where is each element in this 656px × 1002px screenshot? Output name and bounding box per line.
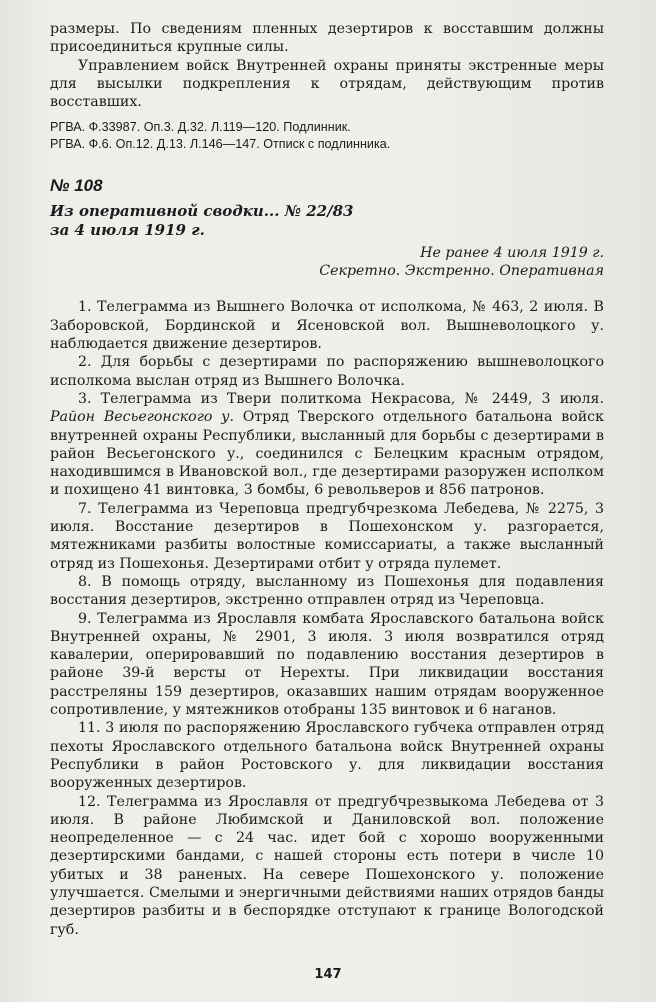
document-title-date: за 4 июля 1919 г.	[50, 221, 205, 240]
archive-references	[50, 119, 604, 152]
item-2: 2. Для борьбы с дезертирами по распоряжению вышневолоцкого исполкома выслан отряд из Вышнего Волочка.	[50, 354, 604, 389]
item-9: 9. Телеграмма из Ярославля комбата Ярославского батальона войск Внутренней охраны, № 2901, 3 июля. 3 июля возвратился отряд кавалерии, оперировавший по подавлению восстания дезертиров в районе 39-й версты от Нерехты. При ликвидации восстания расстреляны 159 дезертиров, оказавших нашим отрядам вооруженное сопротивление, у мятежников отобраны 135 винтовок и 6 наганов.	[50, 610, 604, 719]
item-3	[50, 390, 604, 500]
document-number: № 108	[50, 176, 103, 196]
item-7: 7. Телеграмма из Череповца предгубчрезкома Лебедева, № 2275, 3 июля. Восстание дезертиров в Пошехонском у. разгорается, мятежниками разбиты волостные комиссариаты, а также высланный отряд из Пошехонья. Дезертирами отбит у отряда пулемет.	[50, 500, 604, 572]
item-3-district: Район Весьегонского у.	[50, 409, 234, 426]
item-1: 1. Телеграмма из Вышнего Волочка от исполкома, № 463, 2 июля. В Заборовской, Бординской и Ясеновской вол. Вышневолоцкого у. наблюдается движение дезертиров.	[50, 299, 604, 353]
document-meta	[50, 244, 604, 280]
intro-paragraph-2: Управлением войск Внутренней охраны приняты экстренные меры для высылки подкрепления к отрядам, действующим против восставших.	[50, 57, 604, 111]
item-3-rest: Отряд Тверского отдельного батальона войск внутренней охраны Республики, высланный для борьбы с дезертирами в район Весьегонского у., соединился с Белецким красным отрядом, находившимся в Ивановской вол., где дезертирами разоружен исполком и похищено 41 винтовка, 3 бомбы, 6 револьверов и 856 патронов.	[50, 409, 604, 499]
document-classification: Секретно. Экстренно. Оперативная	[319, 263, 604, 280]
archive-reference: РГВА. Ф.33987. Оп.3. Д.32. Л.119—120. Подлинник.	[50, 120, 351, 135]
item-3-lead: 3. Телеграмма из Твери политкома Некрасова, № 2449, 3 июля.	[78, 390, 604, 407]
page-number: 147	[314, 967, 342, 982]
item-11: 11. 3 июля по распоряжению Ярославского губчека отправлен отряд пехоты Ярославского отдельного батальона войск Внутренней охраны Республики в район Ростовского у. для ликвидации восстания вооруженных дезертиров.	[50, 720, 604, 792]
document-title: Из оперативной сводки... № 22/83	[50, 202, 354, 221]
item-8: 8. В помощь отряду, высланному из Пошехонья для подавления восстания дезертиров, экстренно отправлен отряд из Череповца.	[50, 573, 604, 609]
archive-reference: РГВА. Ф.6. Оп.12. Д.13. Л.146—147. Отписк с подлинника.	[50, 136, 391, 151]
document-date: Не ранее 4 июля 1919 г.	[420, 245, 604, 262]
item-12: 12. Телеграмма из Ярославля от предгубчрезвыкома Лебедева от 3 июля. В районе Любимской и Даниловской вол. положение неопределенное — с 24 час. идет бой с хорошо вооруженными дезертирскими бандами, с нашей стороны есть потери в числе 10 убитых и 38 раненых. На севере Пошехонского у. положение улучшается. Смелыми и энергичными действиями наших отрядов банды дезертиров разбиты и в беспорядке отступают к границе Вологодской губ.	[50, 793, 604, 938]
intro-paragraph-1: размеры. По сведениям пленных дезертиров к восставшим должны присоединиться крупные силы.	[50, 21, 604, 56]
